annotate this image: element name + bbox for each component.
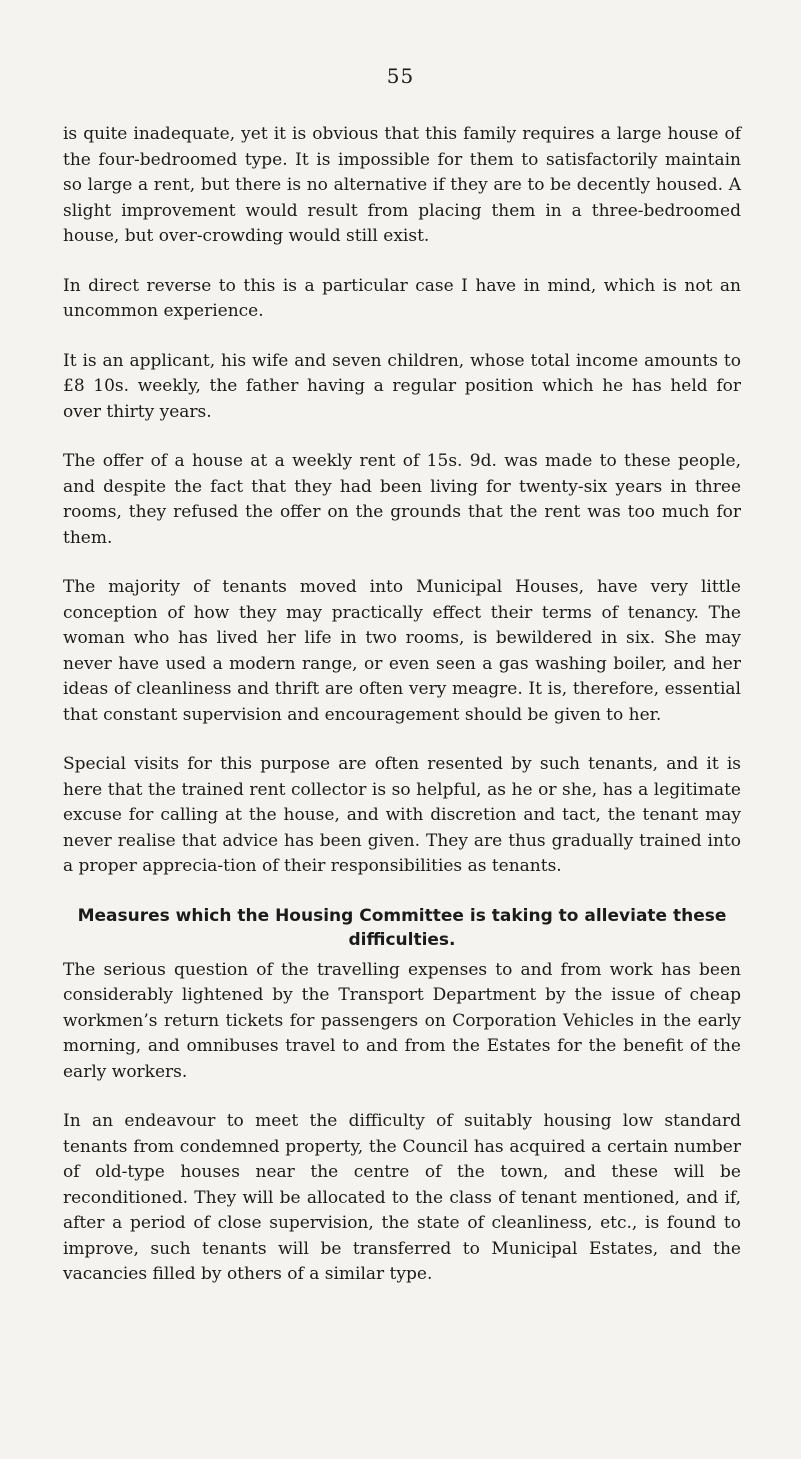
paragraph-travelling-expenses: The serious question of the travelling expenses to and from work has been considerably lightened by the Transport Department by the issue of cheap workmen’s return tickets for passengers on Corporation Vehicles in the early morning, and omnibuses travel to and from the Estates for the benefit of the early workers. (63, 959, 741, 1082)
paragraph-offer: The offer of a house at a weekly rent of 15s. 9d. was made to these people, and despite the fact that they had been living for twenty-six years in three rooms, they refused the offer on the grounds that the rent was too much for them. (63, 451, 741, 548)
paragraph-special-visits: Special visits for this purpose are often resented by such tenants, and it is here that the trained rent collector is so helpful, as he or she, has a legitimate excuse for calling at the house, and with discretion and tact, the tenant may never realise that advice has been given. They are thus gradually trained into a proper apprecia-tion of their responsibilities as tenants. (63, 754, 741, 876)
section-heading: Measures which the Housing Committee is taking to alleviate these difficulties. (77, 905, 727, 950)
paragraph-continuation: is quite inadequate, yet it is obvious that this family requires a large house of the four-bedroomed type. It is impossible for them to satisfactorily maintain so large a rent, but there is no alternative if they are to be decently housed. A slight improvement would result from placing them in a three-bedroomed house, but over-crowding would still exist. (63, 124, 741, 246)
paragraph-direct-reverse: In direct reverse to this is a particular case I have in mind, which is not an uncommon experience. (63, 275, 741, 321)
paragraph-low-standard-tenants: In an endeavour to meet the difficulty of suitably housing low standard tenants from condemned property, the Council has acquired a certain number of old-type houses near the centre of the town, and these will be reconditioned. They will be allocated to the class of tenant mentioned, and if, after a period of close supervision, the state of cleanliness, etc., is found to improve, such tenants will be transferred to Municipal Estates, and the vacancies filled by others of a similar type. (63, 1111, 741, 1284)
document-body (63, 122, 741, 1312)
paragraph-applicant: It is an applicant, his wife and seven children, whose total income amounts to £8 10s. weekly, the father having a regular position which he has held for over thirty years. (63, 350, 741, 422)
page-number: 55 (386, 64, 415, 88)
paragraph-majority-tenants: The majority of tenants moved into Municipal Houses, have very little conception of how they may practically effect their terms of tenancy. The woman who has lived her life in two rooms, is bewildered in six. She may never have used a modern range, or even seen a gas washing boiler, and her ideas of cleanliness and thrift are often very meagre. It is, therefore, essential that constant supervision and encouragement should be given to her. (63, 577, 741, 725)
